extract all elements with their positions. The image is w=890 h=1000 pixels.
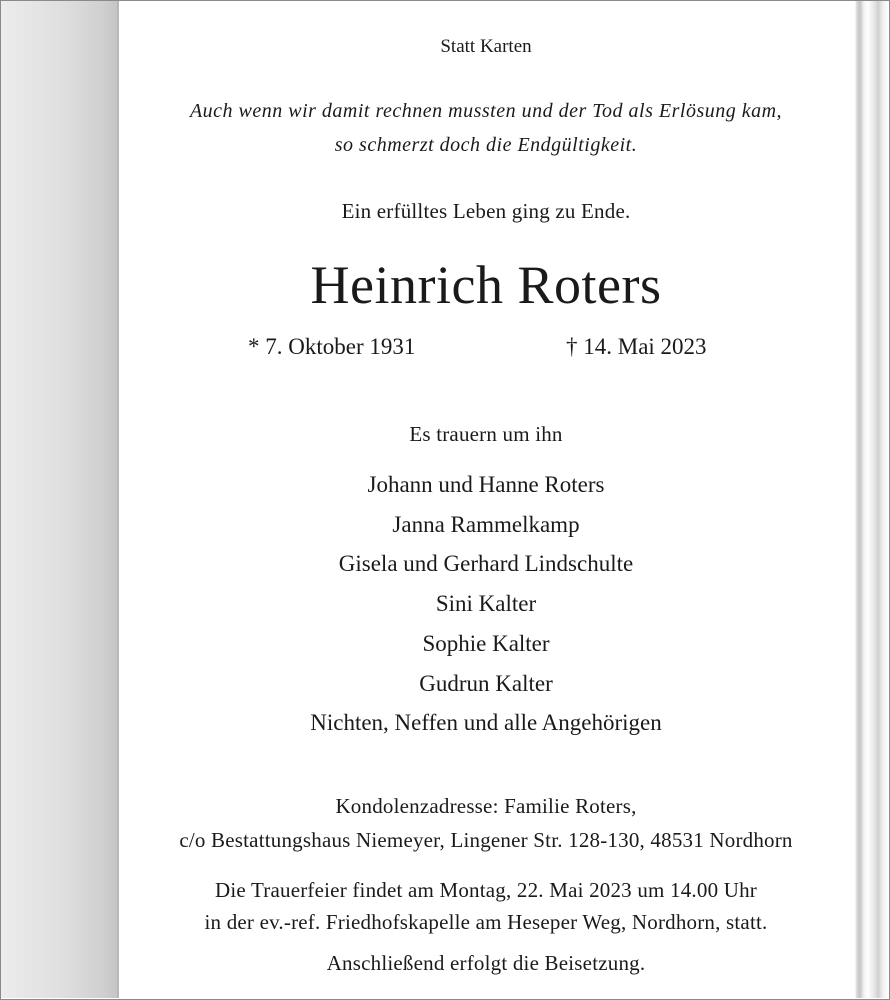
left-scroll-decoration [1, 1, 118, 998]
death-date: † 14. Mai 2023 [566, 334, 707, 359]
mourner-item: Gisela und Gerhard Lindschulte [338, 551, 634, 576]
ceremony-line-2: in der ev.-ref. Friedhofskapelle am Heseper Weg, Nordhorn, statt. [204, 910, 768, 934]
header-text: Statt Karten [440, 36, 532, 57]
ceremony-line-1: Die Trauerfeier findet am Montag, 22. Mai 2023 um 14.00 Uhr [215, 878, 757, 902]
birth-date: * 7. Oktober 1931 [248, 334, 416, 359]
obituary-content [120, 0, 852, 1000]
left-scroll-edge [117, 1, 119, 998]
quote-line-2: so schmerzt doch die Endgültigkeit. [334, 134, 638, 156]
mourner-item: Sini Kalter [435, 591, 537, 616]
quote-line-1: Auch wenn wir damit rechnen mussten und der Tod als Erlösung kam, [189, 100, 783, 122]
intro-text: Ein erfülltes Leben ging zu Ende. [341, 199, 631, 223]
burial-text: Anschließend erfolgt die Beisetzung. [326, 951, 646, 975]
mourner-item: Johann und Hanne Roters [367, 472, 605, 497]
mourner-item: Janna Rammelkamp [392, 512, 580, 537]
mourners-intro: Es trauern um ihn [409, 422, 563, 446]
right-roll-decoration [851, 1, 889, 998]
condolence-line-1: Kondolenzadresse: Familie Roters, [335, 794, 637, 818]
deceased-name: Heinrich Roters [310, 255, 662, 315]
mourner-item: Sophie Kalter [422, 631, 550, 656]
condolence-line-2: c/o Bestattungshaus Niemeyer, Lingener Str. 128-130, 48531 Nordhorn [179, 828, 793, 852]
mourner-item: Gudrun Kalter [419, 671, 553, 696]
mourner-item: Nichten, Neffen und alle Angehörigen [310, 710, 662, 735]
